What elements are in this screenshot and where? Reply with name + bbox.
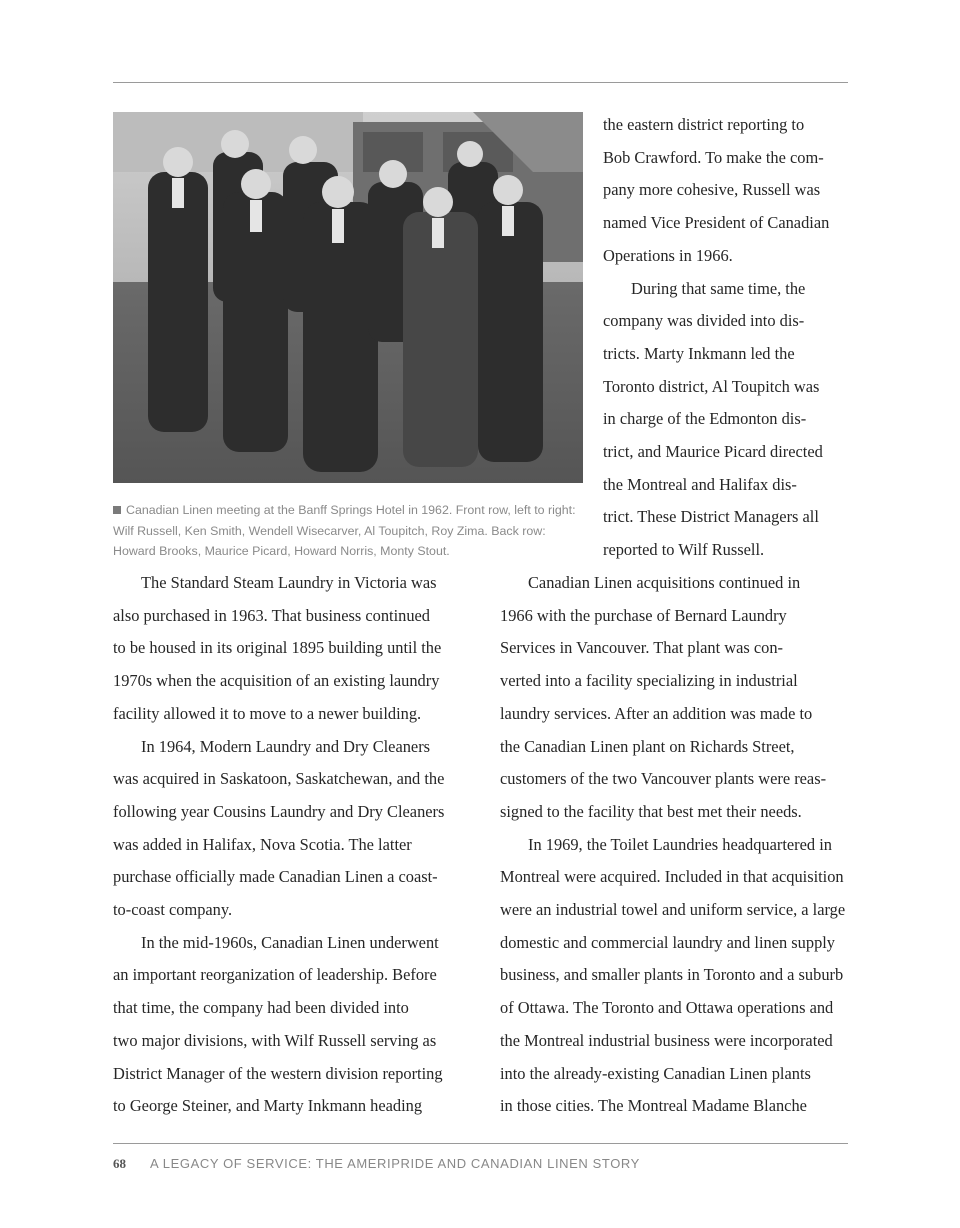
text-line: was added in Halifax, Nova Scotia. The latter — [113, 834, 412, 854]
text-line: In 1969, the Toilet Laundries headquartered in — [528, 834, 832, 854]
text-line: in those cities. The Montreal Madame Blanche — [500, 1096, 807, 1116]
running-title: A LEGACY OF SERVICE: THE AMERIPRIDE AND CANADIAN LINEN STORY — [150, 1156, 640, 1171]
text-line: District Manager of the western division reporting — [113, 1063, 443, 1083]
text-line: two major divisions, with Wilf Russell serving as — [113, 1030, 437, 1050]
text-line: The Standard Steam Laundry in Victoria was — [141, 573, 437, 592]
text-line: Montreal were acquired. Included in that acquisition — [500, 867, 844, 887]
text-line: the Montreal and Halifax dis- — [603, 474, 797, 494]
text-line: 1966 with the purchase of Bernard Laundry — [500, 605, 787, 625]
text-line: 1970s when the acquisition of an existing laundry — [113, 671, 440, 691]
text-line: an important reorganization of leadership. Before — [113, 965, 437, 985]
text-line: Operations in 1966. — [603, 245, 733, 265]
page-number: 68 — [113, 1156, 126, 1171]
text-line: Services in Vancouver. That plant was con- — [500, 638, 783, 658]
text-line: into the already-existing Canadian Linen plants — [500, 1063, 811, 1083]
text-line: to be housed in its original 1895 building until the — [113, 638, 442, 658]
group-photo — [113, 112, 583, 483]
text-line: the eastern district reporting to — [603, 115, 805, 134]
text-line: in charge of the Edmonton dis- — [603, 409, 807, 429]
right-column-top — [603, 109, 853, 567]
text-line: In the mid-1960s, Canadian Linen underwent — [141, 932, 439, 952]
text-line: verted into a facility specializing in industrial — [500, 671, 798, 691]
text-line: trict. These District Managers all — [603, 507, 819, 527]
text-line: to-coast company. — [113, 900, 233, 920]
text-line: laundry services. After an addition was made to — [500, 703, 813, 723]
page-footer — [113, 1156, 640, 1172]
text-line: company was divided into dis- — [603, 311, 805, 331]
text-line: also purchased in 1963. That business continued — [113, 605, 430, 625]
text-line: During that same time, the — [631, 278, 806, 298]
text-line: purchase officially made Canadian Linen a coast- — [113, 867, 438, 887]
text-line: Canadian Linen acquisitions continued in — [528, 573, 801, 592]
text-line: pany more cohesive, Russell was — [603, 180, 821, 200]
text-line: customers of the two Vancouver plants were reas- — [500, 769, 827, 789]
photo-caption — [113, 500, 583, 562]
text-line: Bob Crawford. To make the com- — [603, 147, 824, 167]
text-line: to George Steiner, and Marty Inkmann heading — [113, 1096, 423, 1116]
text-line: the Canadian Linen plant on Richards Street, — [500, 736, 795, 756]
group-photo-icon — [113, 112, 583, 483]
caption-text: Canadian Linen meeting at the Banff Springs Hotel in 1962. Front row, left to right: Wilf Russell, Ken Smith, Wendell Wisecarver, Al Toupitch, Roy Zima. Back row: Howard Brooks, Maurice Picard, Howard Norris, Monty Stout. — [113, 503, 576, 558]
caption-bullet-icon — [113, 506, 121, 514]
right-column — [500, 567, 850, 1123]
text-line: reported to Wilf Russell. — [603, 540, 765, 560]
text-line: following year Cousins Laundry and Dry Cleaners — [113, 801, 445, 821]
left-column — [113, 567, 473, 1123]
text-line: that time, the company had been divided into — [113, 998, 409, 1018]
text-line: were an industrial towel and uniform service, a large — [500, 900, 846, 920]
text-line: trict, and Maurice Picard directed — [603, 442, 823, 462]
text-line: Toronto district, Al Toupitch was — [603, 376, 820, 396]
bottom-rule — [113, 1143, 848, 1144]
text-line: of Ottawa. The Toronto and Ottawa operations and — [500, 998, 834, 1018]
text-line: signed to the facility that best met their needs. — [500, 801, 802, 821]
text-line: business, and smaller plants in Toronto and a suburb — [500, 965, 844, 985]
top-rule — [113, 82, 848, 83]
text-line: tricts. Marty Inkmann led the — [603, 343, 795, 363]
text-line: In 1964, Modern Laundry and Dry Cleaners — [141, 736, 431, 756]
text-line: facility allowed it to move to a newer building. — [113, 703, 422, 723]
text-line: the Montreal industrial business were incorporated — [500, 1030, 833, 1050]
text-line: was acquired in Saskatoon, Saskatchewan, and the — [113, 769, 445, 789]
text-line: named Vice President of Canadian — [603, 213, 830, 233]
text-line: domestic and commercial laundry and linen supply — [500, 932, 836, 952]
